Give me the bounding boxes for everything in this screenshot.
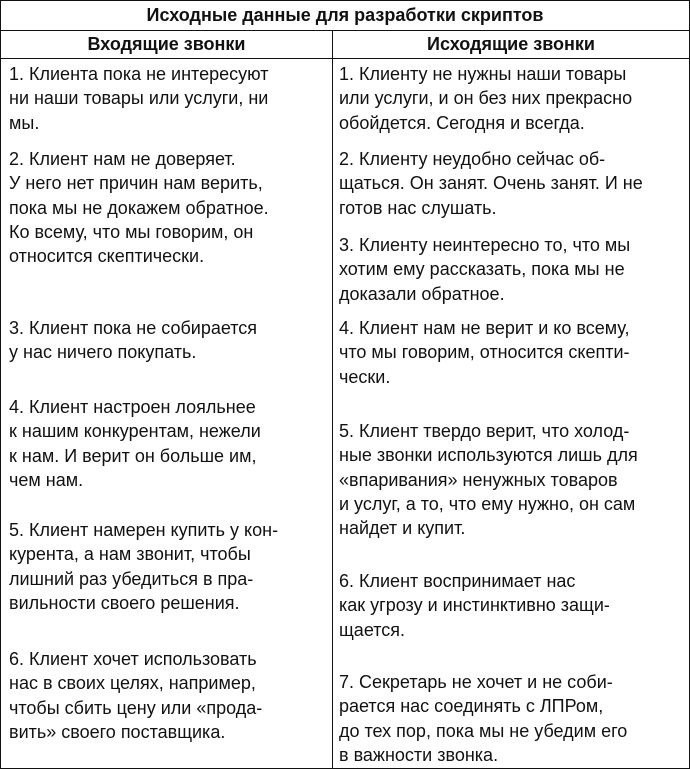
outgoing-item-6: 6. Клиент воспринимает нас как угрозу и инстинктивно защи- щается.: [339, 571, 610, 640]
incoming-item-1: 1. Клиента пока не интересуют ни наши товары или услуги, ни мы.: [9, 64, 269, 133]
outgoing-item-2: 2. Клиенту неудобно сейчас об- щаться. Он занят. Очень занят. И не готов нас слушать.: [339, 149, 643, 218]
incoming-item-6: 6. Клиент хочет использовать нас в своих целях, например, чтобы сбить цену или «прода- вить» своего поставщика.: [9, 649, 263, 742]
outgoing-item-1: 1. Клиенту не нужны наши товары или услуги, и он без них прекрасно обойдется. Сегодня и всегда.: [339, 64, 633, 133]
outgoing-item-4: 4. Клиент нам не верит и ко всему, что мы говорим, относится скепти- чески.: [339, 318, 630, 387]
outgoing-item-3: 3. Клиенту неинтересно то, что мы хотим ему рассказать, пока мы не доказали обратное.: [339, 235, 631, 304]
table-title: Исходные данные для разработки скриптов: [1, 1, 689, 31]
incoming-item-3: 3. Клиент пока не собирается у нас ничего покупать.: [9, 318, 258, 363]
incoming-item-4: 4. Клиент настроен лояльнее к нашим конкурентам, нежели к нам. И верит он больше им, чем нам.: [9, 397, 261, 490]
incoming-item-5: 5. Клиент намерен купить у кон- курента, а нам звонит, чтобы лишний раз убедиться в пра- вильности своего решения.: [9, 520, 279, 613]
incoming-calls-header: Входящие звонки: [1, 31, 333, 58]
outgoing-item-7: 7. Секретарь не хочет и не соби- рается нас соединять с ЛПРом, до тех пор, пока мы не убедим его в важности звонка.: [339, 672, 628, 765]
column-header-row: [1, 31, 689, 59]
incoming-item-2: 2. Клиент нам не доверяет. У него нет причин нам верить, пока мы не докажем обратное. Ко всему, что мы говорим, он относится скептически.: [9, 149, 269, 267]
column-divider: [332, 59, 333, 768]
outgoing-item-5: 5. Клиент твердо верит, что холод- ные звонки используются лишь для «впаривания» ненужных товаров и услуг, а то, что ему нужно, он сам найдет и купит.: [339, 421, 638, 539]
outgoing-calls-header: Исходящие звонки: [427, 34, 595, 54]
